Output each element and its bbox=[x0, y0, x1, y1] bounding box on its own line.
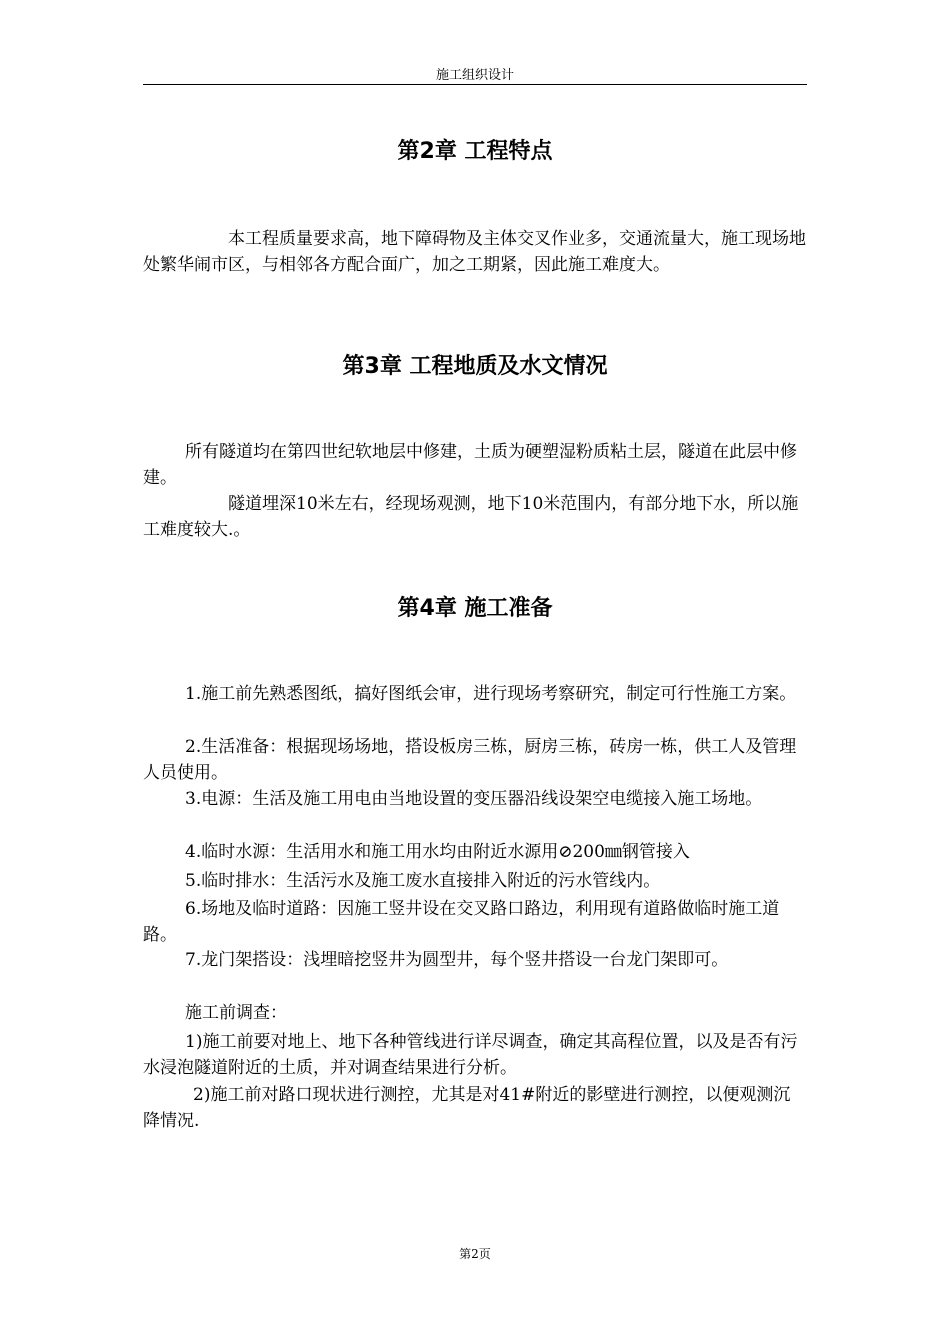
list-item: 3.电源：生活及施工用电由当地设置的变压器沿线设架空电缆接入施工场地。 bbox=[185, 789, 763, 809]
page-number: 第2页 bbox=[459, 1247, 491, 1261]
list-item: 7.龙门架搭设：浅埋暗挖竖井为圆型井，每个竖井搭设一台龙门架即可。 bbox=[185, 950, 729, 970]
page-header: 施工组织设计 bbox=[435, 68, 514, 83]
chapter-2-heading: 第2章 工程特点 bbox=[397, 139, 553, 164]
list-item: 1.施工前先熟悉图纸，搞好图纸会审，进行现场考察研究，制定可行性施工方案。 bbox=[185, 684, 797, 704]
list-item: 2.生活准备：根据现场场地，搭设板房三栋，厨房三栋，砖房一栋，供工人及管理人员使用。 bbox=[143, 737, 797, 783]
paragraph: 本工程质量要求高，地下障碍物及主体交叉作业多，交通流量大，施工现场地处繁华闹市区，与相邻各方配合面广，加之工期紧，因此施工难度大。 bbox=[143, 229, 806, 275]
paragraph: 隧道埋深10米左右，经现场观测，地下10米范围内，有部分地下水，所以施工难度较大.。 bbox=[143, 494, 799, 540]
paragraph: 所有隧道均在第四世纪软地层中修建，土质为硬塑湿粉质粘土层，隧道在此层中修建。 bbox=[143, 442, 797, 488]
chapter-3-heading: 第3章 工程地质及水文情况 bbox=[342, 354, 608, 379]
list-item: 5.临时排水：生活污水及施工废水直接排入附近的污水管线内。 bbox=[185, 871, 661, 891]
list-item: 2)施工前对路口现状进行测控，尤其是对41#附近的影壁进行测控，以便观测沉降情况. bbox=[143, 1085, 791, 1131]
list-item: 1)施工前要对地上、地下各种管线进行详尽调查，确定其高程位置，以及是否有污水浸泡隧道附近的土质，并对调查结果进行分析。 bbox=[143, 1032, 798, 1078]
list-item: 6.场地及临时道路：因施工竖井设在交叉路口路边，利用现有道路做临时施工道路。 bbox=[143, 899, 780, 945]
list-item: 4.临时水源：生活用水和施工用水均由附近水源用⊘200㎜钢管接入 bbox=[185, 842, 690, 862]
subheading: 施工前调查： bbox=[185, 1003, 287, 1023]
chapter-4-heading: 第4章 施工准备 bbox=[397, 596, 553, 621]
header-rule bbox=[143, 84, 807, 85]
